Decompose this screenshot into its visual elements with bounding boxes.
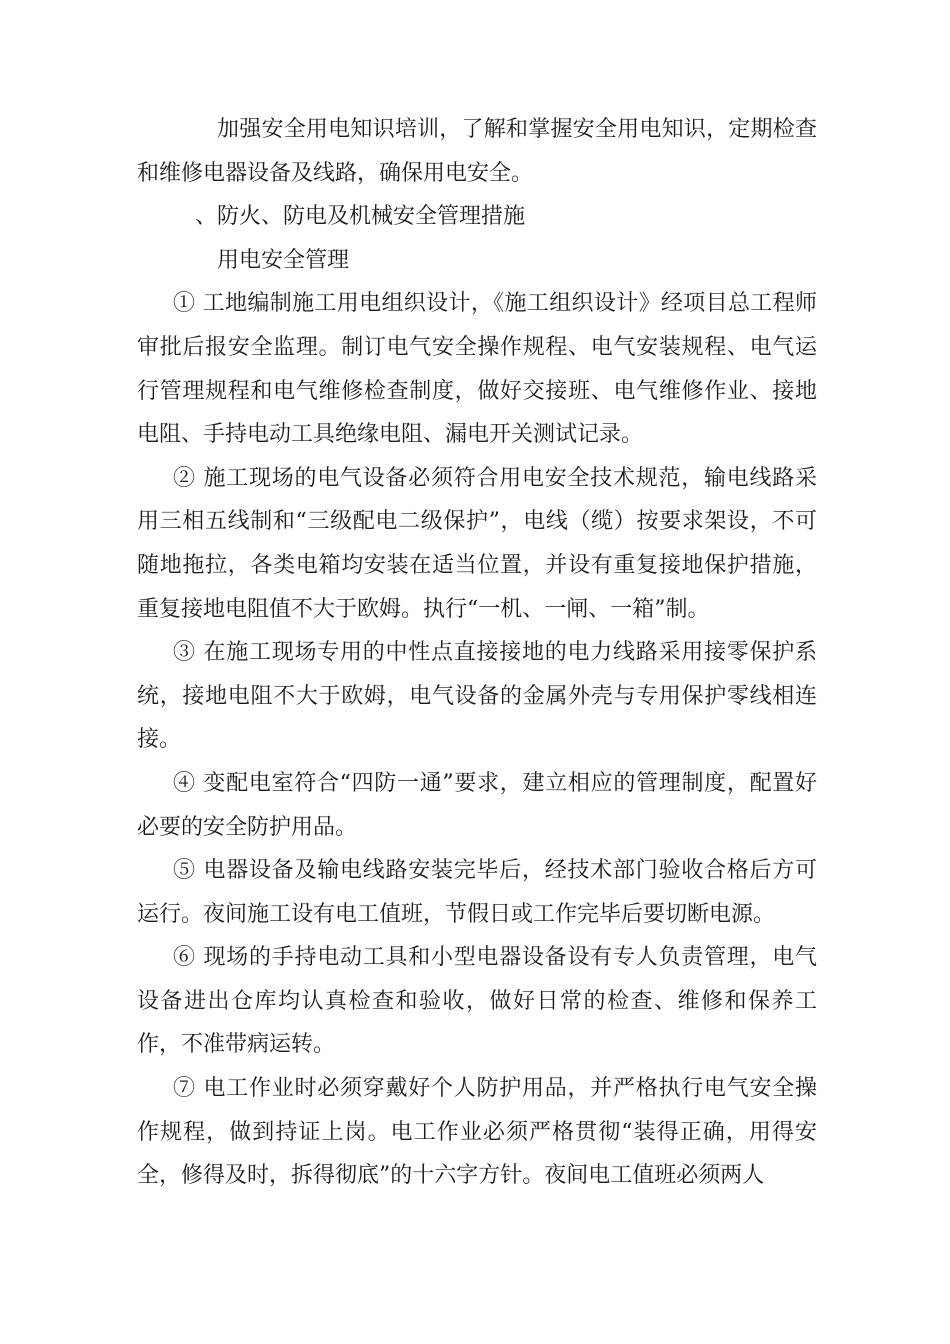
list-item-6: ⑥ 现场的手持电动工具和小型电器设备设有专人负责管理，电气设备进出仓库均认真检查和验收，做好日常的检查、维修和保养工作，不准带病运转。 <box>137 945 817 1058</box>
list-item-7: ⑦ 电工作业时必须穿戴好个人防护用品，并严格执行电气安全操作规程，做到持证上岗。电工作业必须严格贯彻“装得正确，用得安全，修得及时，拆得彻底”的十六字方针。夜间电工值班必须两人 <box>137 1076 817 1189</box>
list-item-2: ② 施工现场的电气设备必须符合用电安全技术规范，输电线路采用三相五线制和“三级配电二级保护”，电线（缆）按要求架设，不可随地拖拉，各类电箱均安装在适当位置，并设有重复接地保护措施，重复接地电阻值不大于欧姆。执行“一机、一闸、一箱”制。 <box>137 465 817 622</box>
section-heading-fire-electric-mechanical-safety: 、防火、防电及机械安全管理措施 <box>195 204 526 230</box>
document-body <box>137 108 817 1198</box>
list-item-1: ① 工地编制施工用电组织设计，《施工组织设计》经项目总工程师审批后报安全监理。制订电气安全操作规程、电气安装规程、电气运行管理规程和电气维修检查制度，做好交接班、电气维修作业、接地电阻、手持电动工具绝缘电阻、漏电开关测试记录。 <box>137 291 817 448</box>
list-item-5: ⑤ 电器设备及输电线路安装完毕后，经技术部门验收合格后方可运行。夜间施工设有电工值班，节假日或工作完毕后要切断电源。 <box>137 858 817 927</box>
list-item-4: ④ 变配电室符合“四防一通”要求，建立相应的管理制度，配置好必要的安全防护用品。 <box>137 770 817 840</box>
list-item-3: ③ 在施工现场专用的中性点直接接地的电力线路采用接零保护系统，接地电阻不大于欧姆，电气设备的金属外壳与专用保护零线相连接。 <box>137 640 817 753</box>
paragraph-electrical-training: 加强安全用电知识培训，了解和掌握安全用电知识，定期检查和维修电器设备及线路，确保用电安全。 <box>137 117 817 186</box>
subsection-heading-electrical-safety: 用电安全管理 <box>217 247 350 273</box>
